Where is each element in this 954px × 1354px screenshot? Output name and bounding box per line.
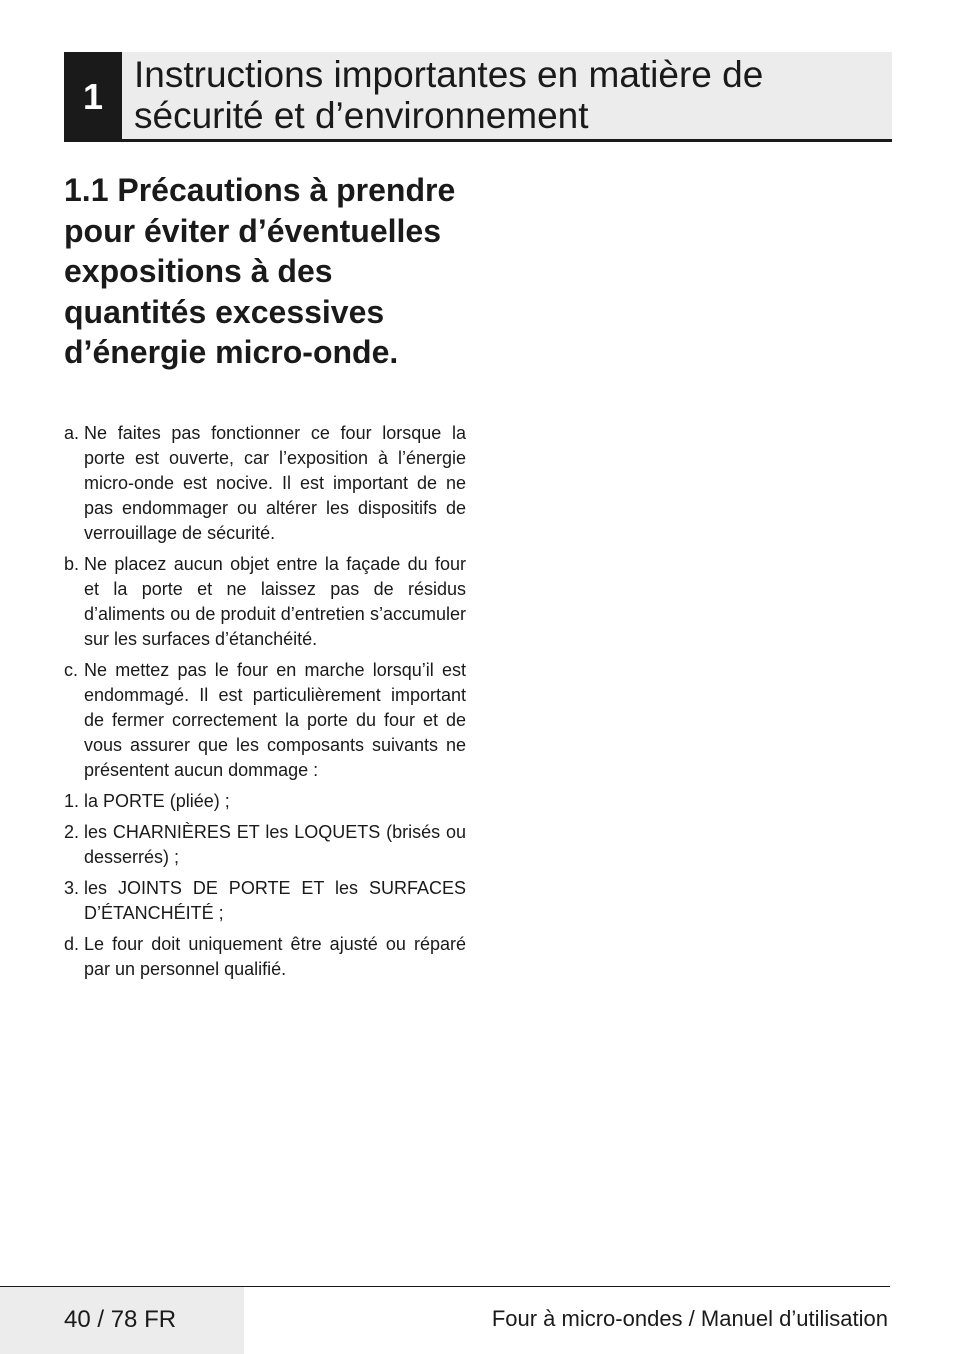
item-text: les JOINTS DE PORTE ET les SURFACES D’ÉTANCHÉITÉ ; [84, 878, 466, 923]
item-text: Le four doit uniquement être ajusté ou réparé par un personnel qualifié. [84, 934, 466, 979]
list-item [64, 552, 466, 652]
list-item [64, 421, 466, 546]
item-marker: 1. [64, 791, 80, 811]
item-marker: b. [64, 554, 80, 574]
chapter-number: 1 [64, 52, 122, 142]
list-item [64, 820, 466, 870]
item-text: Ne faites pas fonctionner ce four lorsque la porte est ouverte, car l’exposition à l’énergie micro-onde est nocive. Il est important de ne pas endommager ou altérer les dispositifs de verrouillage de sécurité. [84, 423, 466, 543]
section-title: 1.1 Précautions à prendre pour éviter d’éventuelles expositions à des quantités excessives d’énergie micro-onde. [64, 172, 456, 370]
list-item [64, 876, 466, 926]
item-text: les CHARNIÈRES ET les LOQUETS (brisés ou desserrés) ; [84, 822, 466, 867]
item-marker: 2. [64, 822, 80, 842]
list-item [64, 658, 466, 783]
document-title: Four à micro-ondes / Manuel d’utilisation [491, 1306, 888, 1331]
item-marker: a. [64, 423, 80, 443]
item-text: la PORTE (pliée) ; [84, 791, 230, 811]
page-number: 40 / 78 FR [64, 1306, 177, 1333]
safety-list [64, 421, 466, 988]
chapter-header [64, 52, 892, 142]
list-item [64, 932, 466, 982]
list-item [64, 789, 466, 814]
item-marker: c. [64, 660, 79, 680]
item-text: Ne placez aucun objet entre la façade du four et la porte et ne laissez pas de résidus d’aliments ou de produit d’entretien s’accumuler sur les surfaces d’étanchéité. [84, 554, 466, 649]
item-text: Ne mettez pas le four en marche lorsqu’il est endommagé. Il est particulièrement important de fermer correctement la porte du four et de vous assurer que les composants suivants ne présentent aucun dommage : [84, 660, 466, 780]
chapter-title: Instructions importantes en matière de sécurité et d’environnement [134, 54, 764, 136]
item-marker: 3. [64, 878, 80, 898]
item-marker: d. [64, 934, 80, 954]
